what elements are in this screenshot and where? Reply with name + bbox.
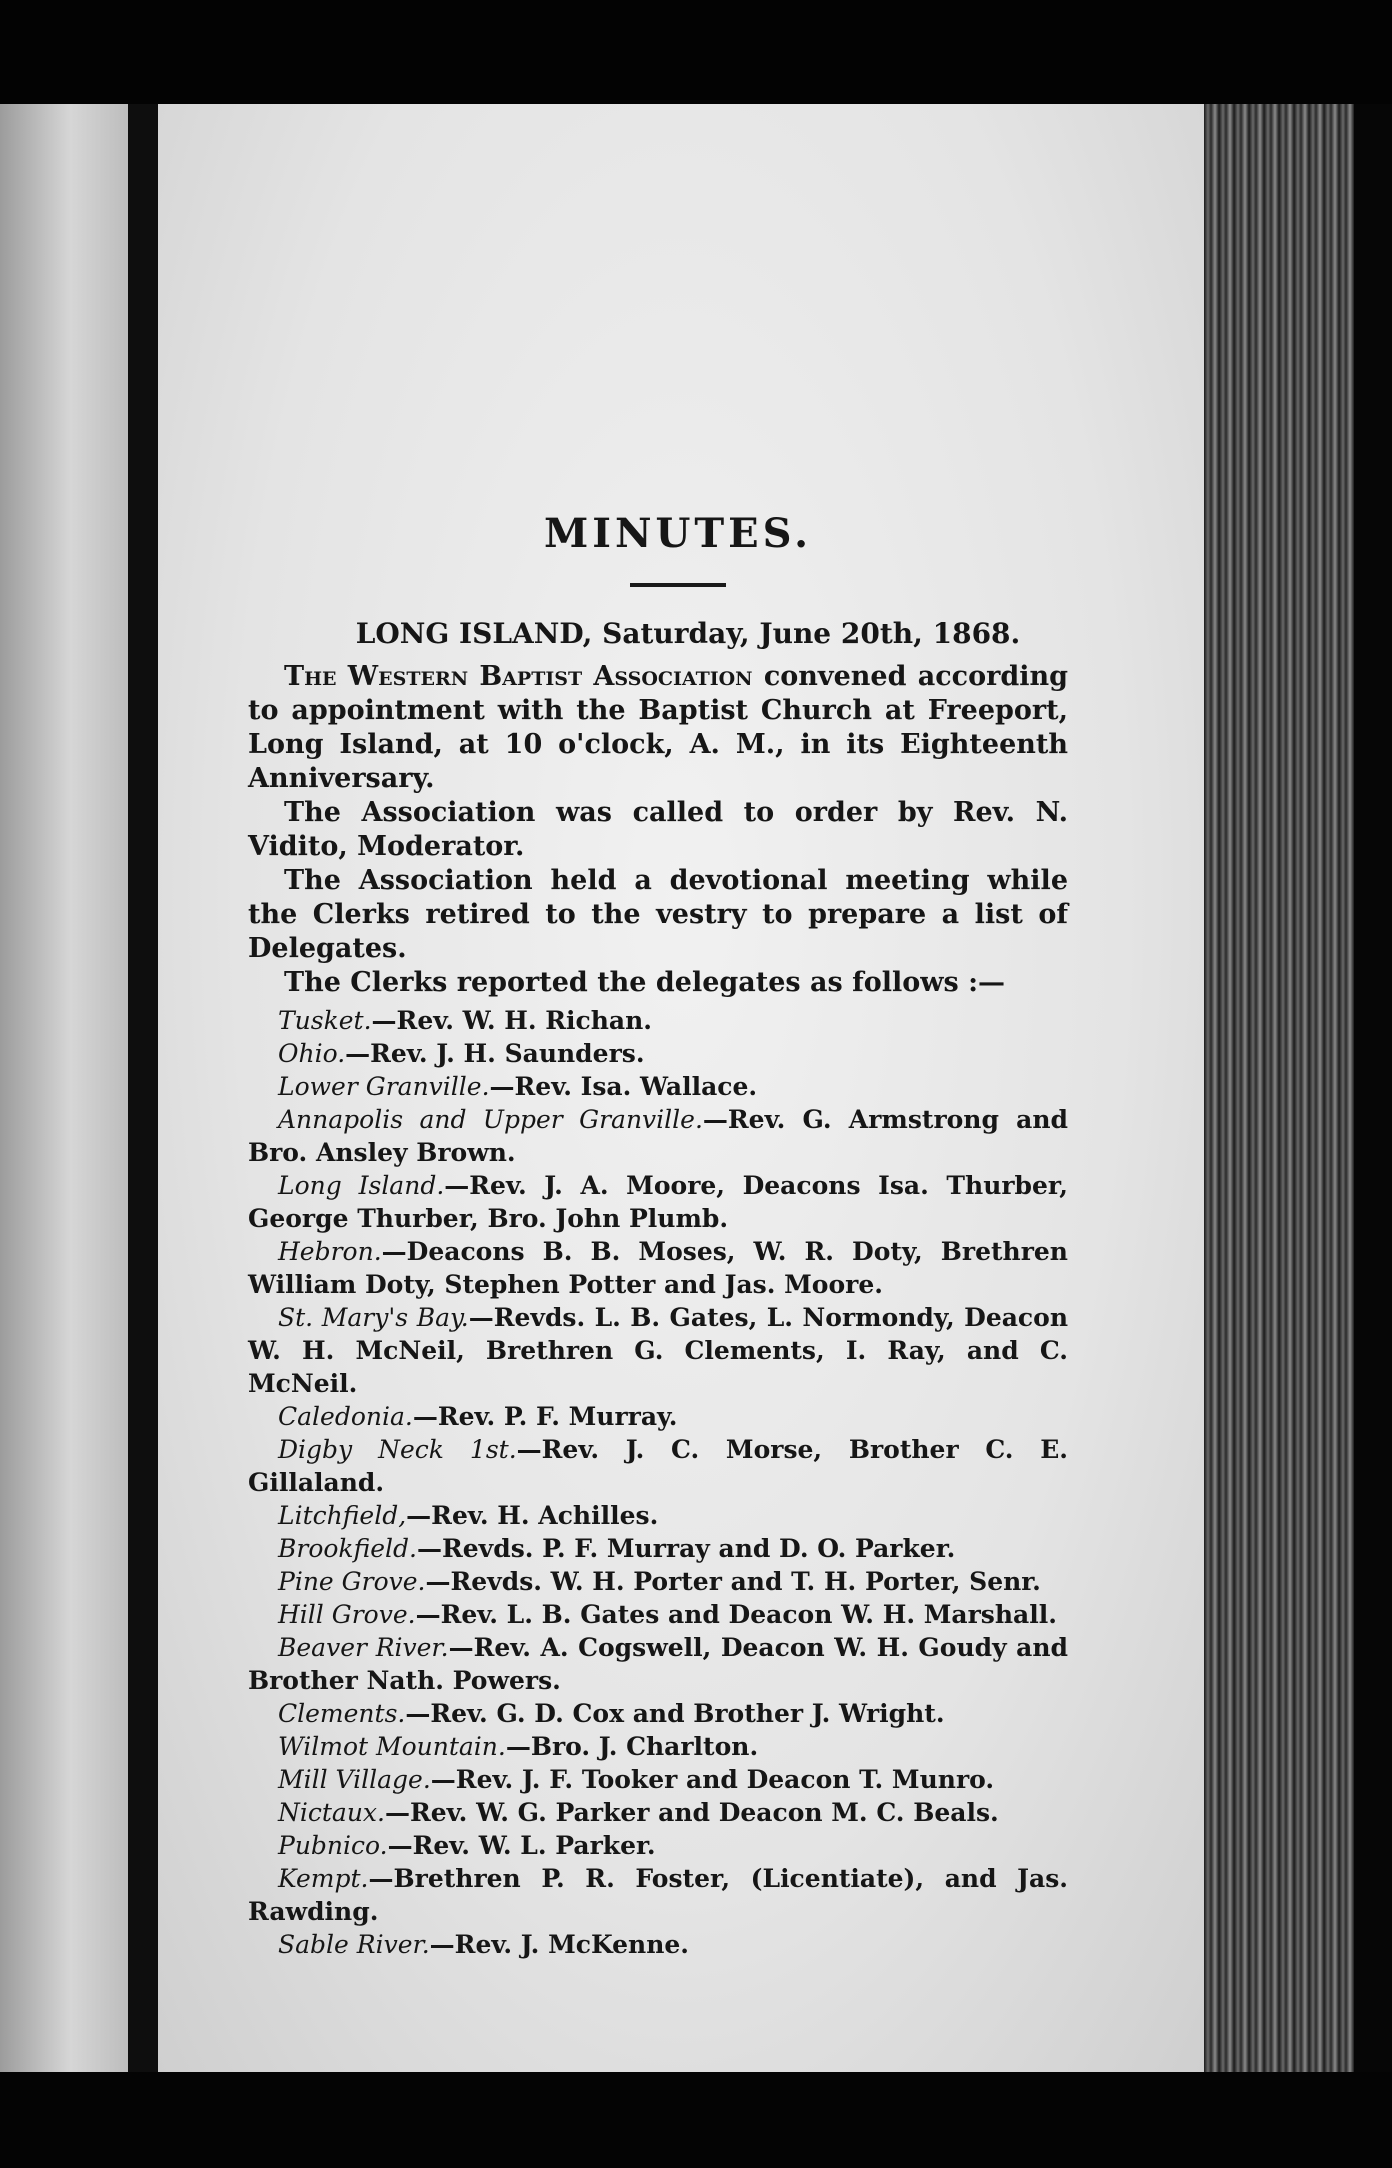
delegate-names: —Deacons B. B. Moses, W. R. Doty, Brethren William Doty, Stephen Potter and Jas. Moore.	[248, 1237, 1068, 1299]
delegate-entry	[248, 1400, 1068, 1433]
delegate-names: —Rev. W. H. Richan.	[371, 1006, 653, 1035]
delegate-names: —Rev. J. F. Tooker and Deacon T. Munro.	[430, 1765, 995, 1794]
delegate-names: —Brethren P. R. Foster, (Licentiate), and Jas. Rawding.	[248, 1864, 1068, 1926]
delegate-entry	[248, 1499, 1068, 1532]
church-name: Brookfield.	[278, 1534, 417, 1563]
page-edges	[1204, 104, 1354, 2072]
church-name: Litchfield,	[278, 1501, 407, 1530]
delegate-names: —Revds. L. B. Gates, L. Normondy, Deacon W. H. McNeil, Brethren G. Clements, I. Ray, and C. McNeil.	[248, 1303, 1068, 1398]
intro-paragraph	[248, 660, 1068, 796]
delegate-names: —Rev. W. L. Parker.	[387, 1831, 656, 1860]
paragraph-clerks-report: The Clerks reported the delegates as follows :—	[284, 967, 1006, 998]
delegate-entry	[248, 1235, 1068, 1301]
delegate-entry	[248, 1697, 1068, 1730]
church-name: Digby Neck 1st.	[278, 1435, 517, 1464]
church-name: Beaver River.	[278, 1633, 449, 1662]
delegate-names: —Rev. G. D. Cox and Brother J. Wright.	[405, 1699, 945, 1728]
delegate-names: —Rev. Isa. Wallace.	[489, 1072, 758, 1101]
church-name: Annapolis and Upper Granville.	[278, 1105, 703, 1134]
delegate-names: —Rev. J. A. Moore, Deacons Isa. Thurber, George Thurber, Bro. John Plumb.	[248, 1171, 1068, 1233]
title-rule	[630, 583, 726, 587]
church-name: Pubnico.	[278, 1831, 388, 1860]
church-name: Sable River.	[278, 1930, 430, 1959]
scan-bottom-border	[0, 2072, 1392, 2168]
delegate-names: —Revds. W. H. Porter and T. H. Porter, Senr.	[425, 1567, 1041, 1596]
delegate-entry	[248, 1730, 1068, 1763]
delegate-entry	[248, 1565, 1068, 1598]
delegate-entry	[248, 1070, 1068, 1103]
delegate-entry	[248, 1631, 1068, 1697]
church-name: Hill Grove.	[278, 1600, 416, 1629]
delegate-entry	[248, 1862, 1068, 1928]
delegate-entry	[248, 1796, 1068, 1829]
delegate-entry	[248, 1763, 1068, 1796]
delegate-entry	[248, 1169, 1068, 1235]
delegate-names: —Bro. J. Charlton.	[505, 1732, 759, 1761]
church-name: Caledonia.	[278, 1402, 413, 1431]
intro-text: convened according to appointment with the Baptist Church at Freeport, Long Island, at 10 o'clock, A. M., in its Eighteenth Anniversary.	[248, 661, 1068, 794]
church-name: St. Mary's Bay.	[278, 1303, 469, 1332]
delegate-names: —Rev. J. H. Saunders.	[345, 1039, 645, 1068]
delegate-entry	[248, 1037, 1068, 1070]
church-name: Lower Granville.	[278, 1072, 490, 1101]
page-title: MINUTES.	[543, 510, 813, 557]
paragraph-devotional: The Association held a devotional meeting while the Clerks retired to the vestry to prepare a list of Delegates.	[248, 865, 1068, 964]
delegate-entry	[248, 1301, 1068, 1400]
paragraph-call-to-order: The Association was called to order by Rev. N. Vidito, Moderator.	[248, 797, 1068, 862]
church-name: Clements.	[278, 1699, 406, 1728]
delegate-names: —Revds. P. F. Murray and D. O. Parker.	[417, 1534, 956, 1563]
association-name: The Western Baptist Association	[284, 661, 753, 692]
delegate-entry	[248, 1103, 1068, 1169]
delegate-entry	[248, 1829, 1068, 1862]
church-name: Pine Grove.	[278, 1567, 426, 1596]
delegate-entry	[248, 1433, 1068, 1499]
church-name: Tusket.	[278, 1006, 372, 1035]
church-name: Long Island.	[278, 1171, 445, 1200]
scan-top-border	[0, 0, 1392, 104]
delegate-names: —Rev. J. C. Morse, Brother C. E. Gillaland.	[248, 1435, 1068, 1497]
scan-right-border	[1354, 104, 1392, 2072]
delegate-names: —Rev. W. G. Parker and Deacon M. C. Beals.	[384, 1798, 999, 1827]
date-line: LONG ISLAND, Saturday, June 20th, 1868.	[355, 617, 1021, 650]
delegate-names: —Rev. A. Cogswell, Deacon W. H. Goudy and Brother Nath. Powers.	[248, 1633, 1068, 1695]
delegate-names: —Rev. G. Armstrong and Bro. Ansley Brown.	[248, 1105, 1068, 1167]
book-gutter	[128, 104, 158, 2072]
church-name: Ohio.	[278, 1039, 346, 1068]
church-name: Wilmot Mountain.	[278, 1732, 506, 1761]
minutes-text	[248, 510, 1068, 1961]
delegate-names: —Rev. L. B. Gates and Deacon W. H. Marshall.	[415, 1600, 1057, 1629]
delegate-names: —Rev. J. McKenne.	[429, 1930, 690, 1959]
delegate-names: —Rev. P. F. Murray.	[412, 1402, 678, 1431]
delegate-entry	[248, 1004, 1068, 1037]
delegate-entry	[248, 1928, 1068, 1961]
delegate-entry	[248, 1598, 1068, 1631]
adjacent-page-left	[0, 104, 128, 2072]
delegate-entry	[248, 1532, 1068, 1565]
delegate-list	[248, 1004, 1068, 1961]
church-name: Mill Village.	[278, 1765, 431, 1794]
church-name: Hebron.	[278, 1237, 382, 1266]
church-name: Kempt.	[278, 1864, 369, 1893]
church-name: Nictaux.	[278, 1798, 385, 1827]
delegate-names: —Rev. H. Achilles.	[406, 1501, 659, 1530]
